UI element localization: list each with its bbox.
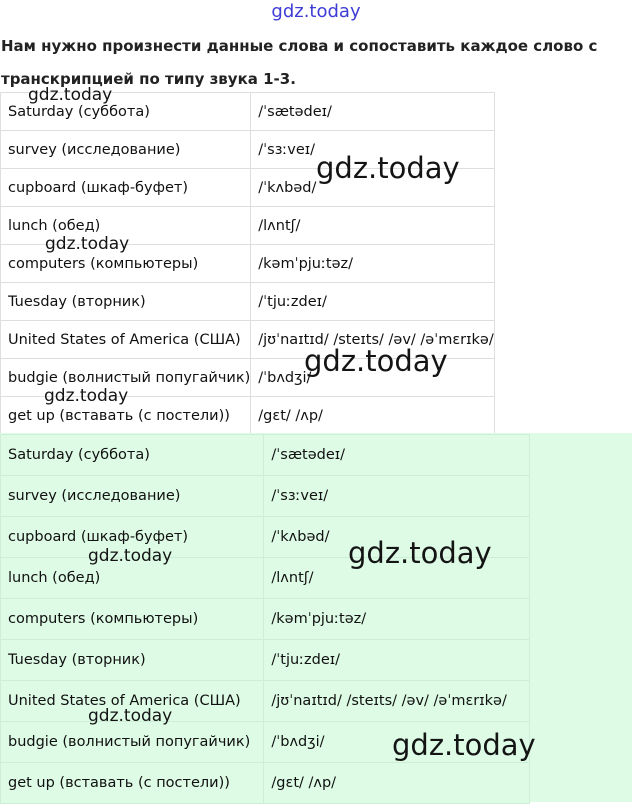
transcription-cell: /lʌntʃ/ bbox=[264, 558, 530, 599]
table-row bbox=[1, 599, 530, 640]
word-cell: United States of America (США) bbox=[1, 681, 264, 722]
transcription-cell: /ˈsɜːveɪ/ bbox=[251, 131, 494, 169]
word-cell: lunch (обед) bbox=[1, 558, 264, 599]
table-row bbox=[1, 435, 530, 476]
transcription-cell: /gɛt/ /ʌp/ bbox=[264, 763, 530, 804]
word-cell: Saturday (суббота) bbox=[1, 435, 264, 476]
table-row bbox=[1, 763, 530, 804]
transcription-table bbox=[0, 92, 495, 435]
transcription-cell: /ˈsætədeɪ/ bbox=[264, 435, 530, 476]
transcription-cell: /ˈbʌdʒi/ bbox=[264, 722, 530, 763]
transcription-cell: /ˈtjuːzdeɪ/ bbox=[251, 283, 494, 321]
table-row bbox=[1, 681, 530, 722]
watermark: gdz.today bbox=[88, 546, 173, 566]
transcription-cell: /jʊˈnaɪtɪd/ /steɪts/ /əv/ /əˈmɛrɪkə/ bbox=[251, 321, 494, 359]
intro-text: Нам нужно произнести данные слова и сопоставить каждое слово с транскрипцией по типу звука 1-3. bbox=[1, 37, 598, 88]
table-row bbox=[1, 283, 495, 321]
watermark: gdz.today bbox=[44, 386, 129, 406]
word-cell: United States of America (США) bbox=[1, 321, 251, 359]
watermark: gdz.today bbox=[304, 344, 448, 378]
transcription-cell: /lʌntʃ/ bbox=[251, 207, 494, 245]
watermark: gdz.today bbox=[88, 706, 173, 726]
word-cell: survey (исследование) bbox=[1, 476, 264, 517]
transcription-cell: /ˈtjuːzdeɪ/ bbox=[264, 640, 530, 681]
word-cell: get up (вставать (с постели)) bbox=[1, 763, 264, 804]
word-cell: get up (вставать (с постели)) bbox=[1, 397, 251, 435]
transcription-cell: /ˈbʌdʒi/ bbox=[251, 359, 494, 397]
word-cell: cupboard (шкаф-буфет) bbox=[1, 517, 264, 558]
word-cell: budgie (волнистый попугайчик) bbox=[1, 359, 251, 397]
transcription-cell: /ˈkʌbəd/ bbox=[264, 517, 530, 558]
table-row bbox=[1, 640, 530, 681]
word-cell: lunch (обед) bbox=[1, 207, 251, 245]
transcription-cell: /kəmˈpjuːtəz/ bbox=[264, 599, 530, 640]
transcription-cell: /kəmˈpjuːtəz/ bbox=[251, 245, 494, 283]
word-cell: cupboard (шкаф-буфет) bbox=[1, 169, 251, 207]
word-cell: budgie (волнистый попугайчик) bbox=[1, 722, 264, 763]
transcription-cell: /ˈsɜːveɪ/ bbox=[264, 476, 530, 517]
watermark: gdz.today bbox=[392, 728, 536, 762]
transcription-cell: /gɛt/ /ʌp/ bbox=[251, 397, 494, 435]
transcription-cell: /jʊˈnaɪtɪd/ /steɪts/ /əv/ /əˈmɛrɪkə/ bbox=[264, 681, 530, 722]
watermark: gdz.today bbox=[348, 536, 492, 570]
word-cell: survey (исследование) bbox=[1, 131, 251, 169]
watermark: gdz.today bbox=[316, 151, 460, 185]
transcription-cell: /ˈkʌbəd/ bbox=[251, 169, 494, 207]
word-cell: Tuesday (вторник) bbox=[1, 640, 264, 681]
site-brand[interactable]: gdz.today bbox=[271, 1, 361, 22]
word-cell: Tuesday (вторник) bbox=[1, 283, 251, 321]
word-cell: computers (компьютеры) bbox=[1, 245, 251, 283]
transcription-cell: /ˈsætədeɪ/ bbox=[251, 93, 494, 131]
watermark: gdz.today bbox=[45, 234, 130, 254]
word-cell: Saturday (суббота) bbox=[1, 93, 251, 131]
table-row bbox=[1, 476, 530, 517]
word-cell: computers (компьютеры) bbox=[1, 599, 264, 640]
watermark: gdz.today bbox=[28, 85, 113, 105]
